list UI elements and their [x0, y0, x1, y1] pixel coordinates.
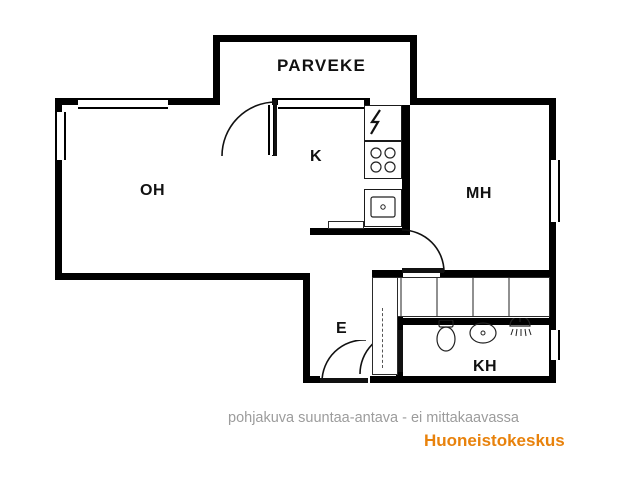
bedroom-bottom-wall-right	[440, 270, 556, 277]
hall-left-wall	[303, 273, 310, 383]
window-living-left	[55, 112, 66, 160]
room-label-living: OH	[140, 182, 165, 199]
room-label-bathroom: KH	[473, 358, 498, 375]
window-living-top	[78, 98, 168, 109]
shower-fixture	[506, 318, 534, 342]
kitchen-sink	[364, 189, 402, 227]
balcony-right-wall	[410, 35, 417, 105]
exterior-bottom-wall-left	[303, 376, 320, 383]
bedroom-bottom-wall	[372, 270, 396, 277]
room-label-bedroom: MH	[466, 185, 492, 202]
plan-caption: pohjakuva suuntaa-antava - ei mittakaavassa	[228, 410, 519, 426]
balcony-left-wall	[213, 35, 220, 105]
hall-closet-divider	[382, 308, 383, 368]
exterior-bottom-left-wall	[55, 273, 310, 280]
toilet-fixture	[433, 320, 459, 354]
stove-hob	[364, 141, 402, 179]
room-label-balcony: PARVEKE	[277, 56, 367, 75]
washbasin-fixture	[468, 320, 498, 346]
door-jamb-hatch	[268, 105, 274, 155]
window-bathroom-right	[549, 330, 560, 360]
wardrobe-run	[372, 277, 550, 317]
kitchen-bottom-wall	[310, 228, 402, 235]
window-bedroom-right	[549, 160, 560, 222]
window-balcony-door	[278, 98, 364, 109]
kitchen-appliance-marker	[368, 108, 386, 136]
hall-closet	[372, 277, 398, 375]
door-bedroom	[402, 228, 448, 274]
hall-top-wall	[310, 228, 317, 235]
kitchen-bedroom-wall	[402, 105, 410, 235]
room-label-kitchen: K	[310, 148, 323, 165]
brand-logo: Huoneistokeskus	[424, 431, 565, 450]
door-entry	[320, 340, 368, 384]
room-label-hall: E	[336, 320, 348, 337]
kitchen-counter	[328, 221, 364, 229]
balcony-top-wall	[213, 35, 417, 42]
exterior-top-wall-right	[410, 98, 556, 105]
